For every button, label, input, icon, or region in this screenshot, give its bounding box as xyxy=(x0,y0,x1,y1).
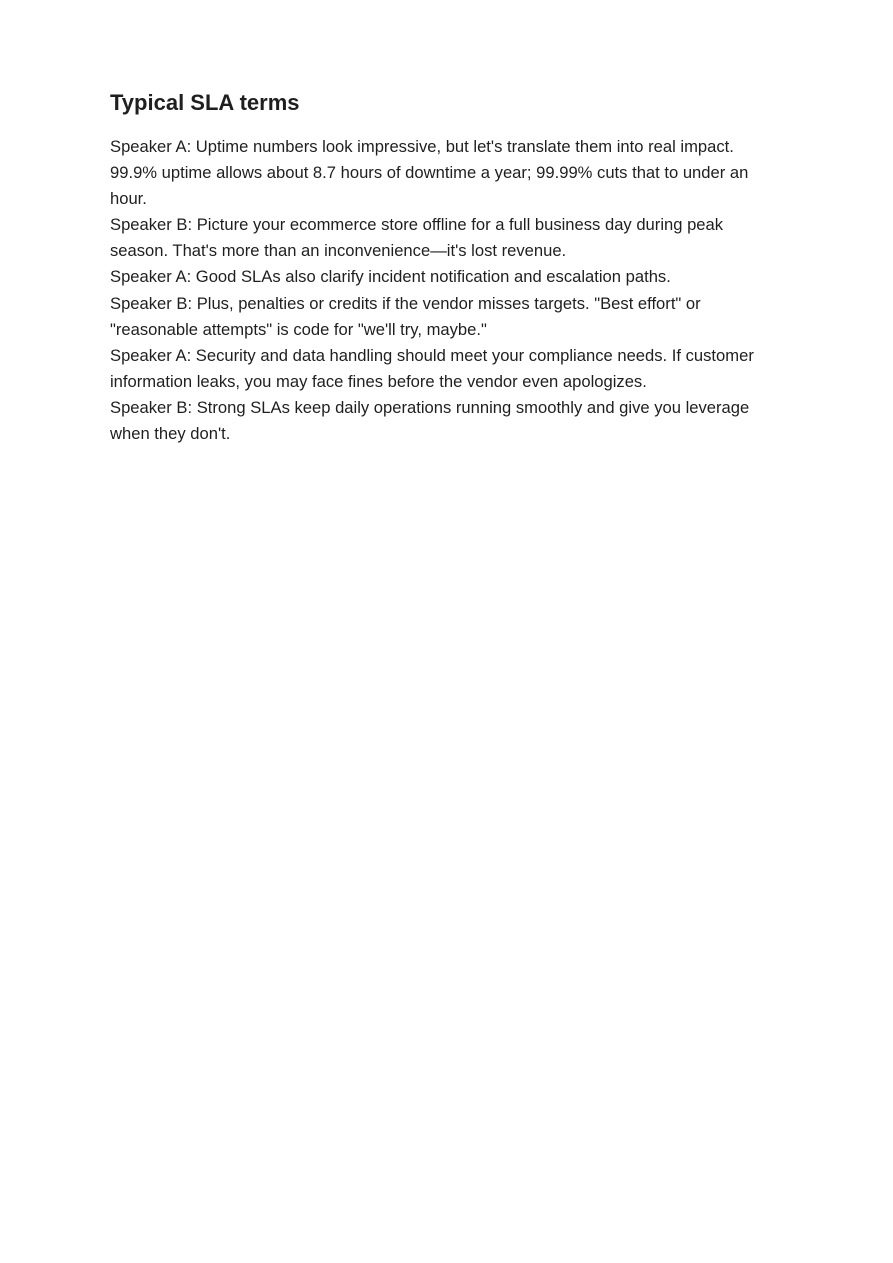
dialogue-line: Speaker B: Strong SLAs keep daily operations running smoothly and give you leverage when they don't. xyxy=(110,397,750,444)
dialogue-line: Speaker B: Picture your ecommerce store offline for a full business day during peak season. That's more than an inconvenience—it's lost revenue. xyxy=(110,215,724,261)
dialogue-line: Speaker A: Security and data handling should meet your compliance needs. If customer information leaks, you may face fines before the vendor even apologizes. xyxy=(110,345,754,391)
dialogue-line: Speaker A: Good SLAs also clarify incident notification and escalation paths. xyxy=(110,267,671,287)
page-title: Typical SLA terms xyxy=(110,90,300,115)
dialogue-line: Speaker A: Uptime numbers look impressive, but let's translate them into real impact. 99.9% uptime allows about 8.7 hours of downtime a year; 99.99% cuts that to under an hour. xyxy=(110,137,749,209)
dialogue-line: Speaker B: Plus, penalties or credits if the vendor misses targets. "Best effort" or "reasonable attempts" is code for "we'll try, maybe." xyxy=(110,293,701,339)
document-page xyxy=(110,86,785,447)
dialogue-transcript xyxy=(110,134,785,447)
